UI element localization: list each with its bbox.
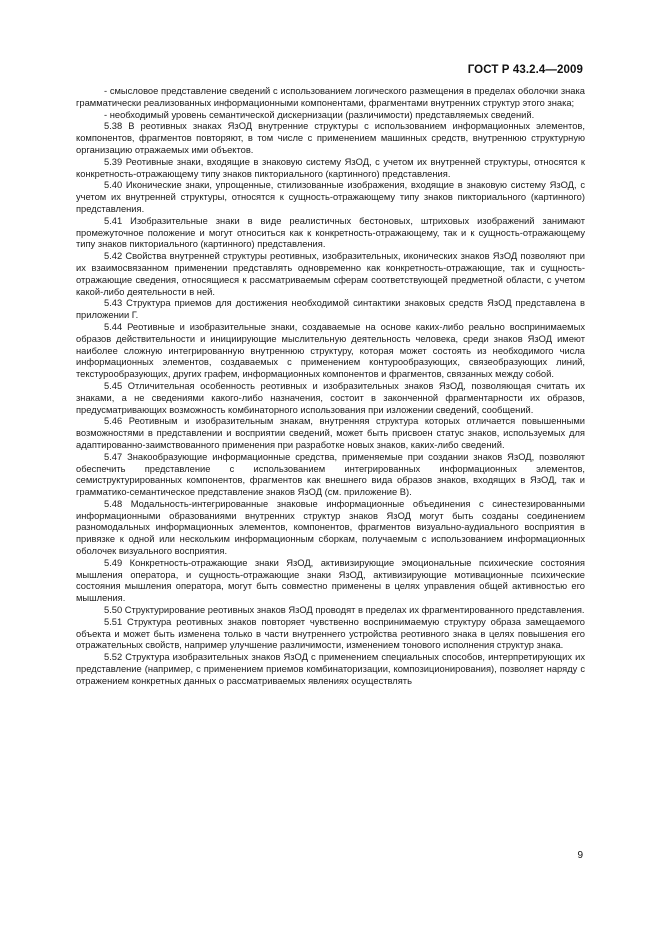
- paragraph: - необходимый уровень семантической дискернизации (различимости) представляемых сведений.: [104, 109, 535, 120]
- paragraph: 5.46 Реотивным и изобразительным знакам, внутренняя структура которых отличается повышенными возможностями в представлении и восприятии сведений, может быть присвоен статус знаков, используемых для адаптированно-заимствованного применения при разработке новых знаков, каких-либо сведений.: [76, 416, 585, 450]
- paragraph: - смысловое представление сведений с использованием логического размещения в пределах оболочки знака грамматически реализованных информационными компонентами, фрагментами внутренних структур этого знака;: [76, 86, 585, 108]
- paragraph: 5.48 Модальность-интегрированные знаковые информационные объединения с синестезированными информационными образованиями внутренних структур знаков ЯзОД могут быть созданы соединением разномодальных информационных элементов, компонентов, фрагментов визуально-аудиального восприятия в привязке к одной или нескольким информационным сборкам, получаемым с использованием информационных оболочек визуального восприятия.: [76, 498, 585, 557]
- paragraph: 5.45 Отличительная особенность реотивных и изобразительных знаков ЯзОД, позволяющая считать их знаками, а не сведениями какого-либо назначения, состоит в законченной фрагментарности их образов, предусматривающих возможность комбинаторного использования при изложении сведений, сообщений.: [76, 380, 585, 415]
- paragraph: 5.50 Структурирование реотивных знаков ЯзОД проводят в пределах их фрагментированного представления.: [104, 605, 585, 616]
- paragraph: 5.47 Знакообразующие информационные средства, применяемые при создании знаков ЯзОД, позволяют обеспечить представление с использованием интегрированных информационных элементов, семиструктурированных компонентов, фрагментов как внешнего вида образов знаков, входящих в ЯзОД, так и грамматико-семантическое представление знаков ЯзОД (см. приложение В).: [76, 451, 585, 498]
- body-text: [76, 86, 585, 688]
- standard-code-header: ГОСТ Р 43.2.4—2009: [467, 64, 583, 76]
- paragraph: 5.43 Структура приемов для достижения необходимой синтактики знаковых средств ЯзОД представлена в приложении Г.: [76, 298, 585, 321]
- paragraph: 5.51 Структура реотивных знаков повторяет чувственно воспринимаемую структуру образа замещаемого объекта и может быть изменена только в части внутреннего устройства реотивного знака в целях повышения его отражательных свойств, например улучшение различимости, изменением тонового исполнения структур знака.: [76, 616, 585, 651]
- paragraph: 5.52 Структура изобразительных знаков ЯзОД с применением специальных способов, интерпретирующих их представление (например, с применением приемов комбинаторизации, композиционирования), позволяет наряду с отражением конкретных данных о рассматриваемых явлениях осуществлять: [76, 652, 585, 686]
- paragraph: 5.38 В реотивных знаках ЯзОД внутренние структуры с использованием информационных элементов, компонентов, фрагментов повторяют, в том числе с применением машинных средств, внутреннюю структурную организацию отражаемых ими объектов.: [76, 121, 585, 155]
- page-number: 9: [577, 850, 583, 861]
- paragraph: 5.49 Конкретность-отражающие знаки ЯзОД, активизирующие эмоциональные психические состояния мышления оператора, и сущность-отражающие знаки ЯзОД, активизирующие мотивационные психические состояния мышления оператора, могут быть совместно применены в целях управления общей активностью его мышления.: [76, 557, 585, 604]
- paragraph: 5.42 Свойства внутренней структуры реотивных, изобразительных, иконических знаков ЯзОД позволяют при их взаимосвязанном применении представлять одновременно как конкретность-отражающие, так и сущность-отражающие сведения, относящиеся к рассматриваемым сферам соответствующей предметной области, с учетом какой-либо деятельности в ней.: [76, 251, 585, 297]
- paragraph: 5.44 Реотивные и изобразительные знаки, создаваемые на основе каких-либо реально воспринимаемых образов действительности и инициирующие мыслительную деятельность человека, среди знаков ЯзОД имеют наиболее сложную интегрированную внутреннюю структуру, которая может состоять из необходимого числа информационных элементов, создаваемых с применением контурообразующих, связеобразующих линий, текстурообразующих, других графем, информационных компонентов и фрагментов, связанных между собой.: [76, 321, 585, 380]
- paragraph: 5.39 Реотивные знаки, входящие в знаковую систему ЯзОД, с учетом их внутренней структуры, относятся к конкретность-отражающему типу знаков пикториального (картинного) представления.: [76, 156, 585, 179]
- paragraph: 5.40 Иконические знаки, упрощенные, стилизованные изображения, входящие в знаковую систему ЯзОД, с учетом их внутренней структуры, относятся к сущность-отражающему типу знаков пикториального (картинного) представления.: [76, 180, 585, 214]
- paragraph: 5.41 Изобразительные знаки в виде реалистичных бестоновых, штриховых изображений занимают промежуточное положение и могут относиться как к конкретность-отражающему, так и к сущность-отражающему типу знаков пикториального (картинного) представления.: [76, 215, 585, 250]
